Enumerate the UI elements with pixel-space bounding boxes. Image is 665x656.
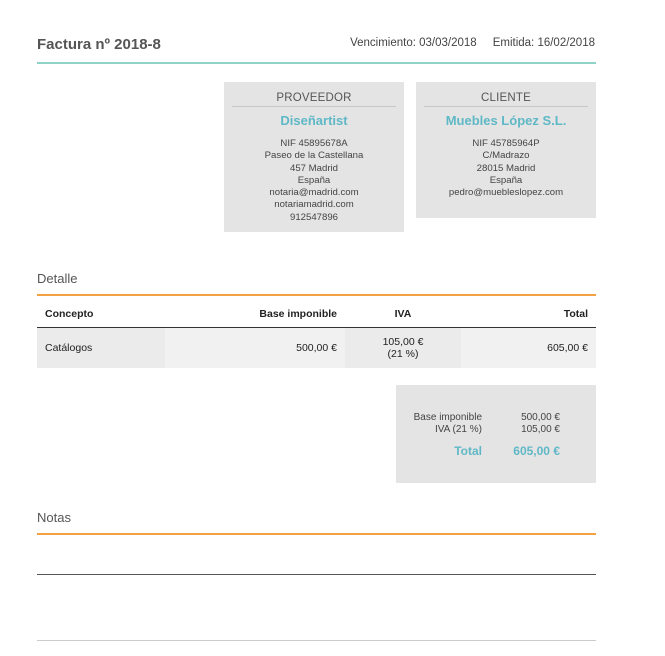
header-divider — [37, 62, 596, 64]
client-email: pedro@muebleslopez.com — [448, 187, 564, 199]
col-header-iva: IVA — [345, 301, 461, 328]
provider-heading: PROVEEDOR — [232, 92, 396, 107]
row-total: 605,00 € — [461, 328, 596, 369]
provider-card — [224, 82, 404, 232]
invoice-dates — [350, 37, 595, 49]
totals-base-value: 500,00 € — [521, 412, 560, 423]
provider-nif: NIF 45895678A — [280, 138, 348, 149]
detail-section-title: Detalle — [37, 271, 78, 286]
totals-box — [396, 385, 596, 483]
client-street: C/Madrazo — [482, 150, 530, 162]
table-row — [37, 328, 596, 369]
client-details — [416, 138, 596, 199]
provider-email: notaria@madrid.com — [269, 187, 359, 199]
provider-name: Diseñartist — [280, 113, 348, 128]
totals-iva-value: 105,00 € — [521, 424, 560, 435]
client-country: España — [489, 174, 523, 186]
client-card — [416, 82, 596, 218]
totals-total-row — [396, 444, 596, 460]
client-city: 28015 Madrid — [476, 162, 536, 174]
issue-date: Emitida: 16/02/2018 — [492, 37, 595, 49]
provider-website: notariamadrid.com — [274, 199, 354, 211]
provider-details — [224, 138, 404, 224]
provider-city: 457 Madrid — [290, 162, 338, 174]
client-heading: CLIENTE — [424, 92, 588, 107]
col-header-base: Base imponible — [165, 301, 345, 328]
totals-total-label: Total — [454, 444, 482, 458]
totals-iva-row — [396, 424, 596, 437]
notes-divider — [37, 533, 596, 535]
client-name: Muebles López S.L. — [445, 113, 567, 128]
provider-phone: 912547896 — [289, 211, 339, 223]
row-base: 500,00 € — [165, 328, 345, 369]
provider-country: España — [297, 174, 331, 186]
totals-base-label: Base imponible — [413, 412, 482, 423]
due-date: Vencimiento: 03/03/2018 — [350, 37, 477, 49]
detail-divider — [37, 294, 596, 296]
notes-section-title: Notas — [37, 510, 71, 525]
detail-table — [37, 301, 596, 368]
notes-line — [37, 574, 596, 575]
col-header-concept: Concepto — [37, 301, 165, 328]
col-header-total: Total — [461, 301, 596, 328]
detail-header-row — [37, 301, 596, 328]
client-nif: NIF 45785964P — [472, 138, 540, 149]
totals-total-value: 605,00 € — [513, 444, 560, 458]
footer-line — [37, 640, 596, 641]
totals-iva-label: IVA (21 %) — [434, 424, 482, 435]
row-iva — [345, 328, 461, 369]
invoice-title: Factura nº 2018-8 — [37, 36, 161, 53]
row-iva-amount: 105,00 € — [382, 336, 424, 348]
row-concept: Catálogos — [37, 328, 165, 369]
provider-street: Paseo de la Castellana — [264, 150, 364, 162]
row-iva-rate: (21 %) — [387, 348, 419, 360]
